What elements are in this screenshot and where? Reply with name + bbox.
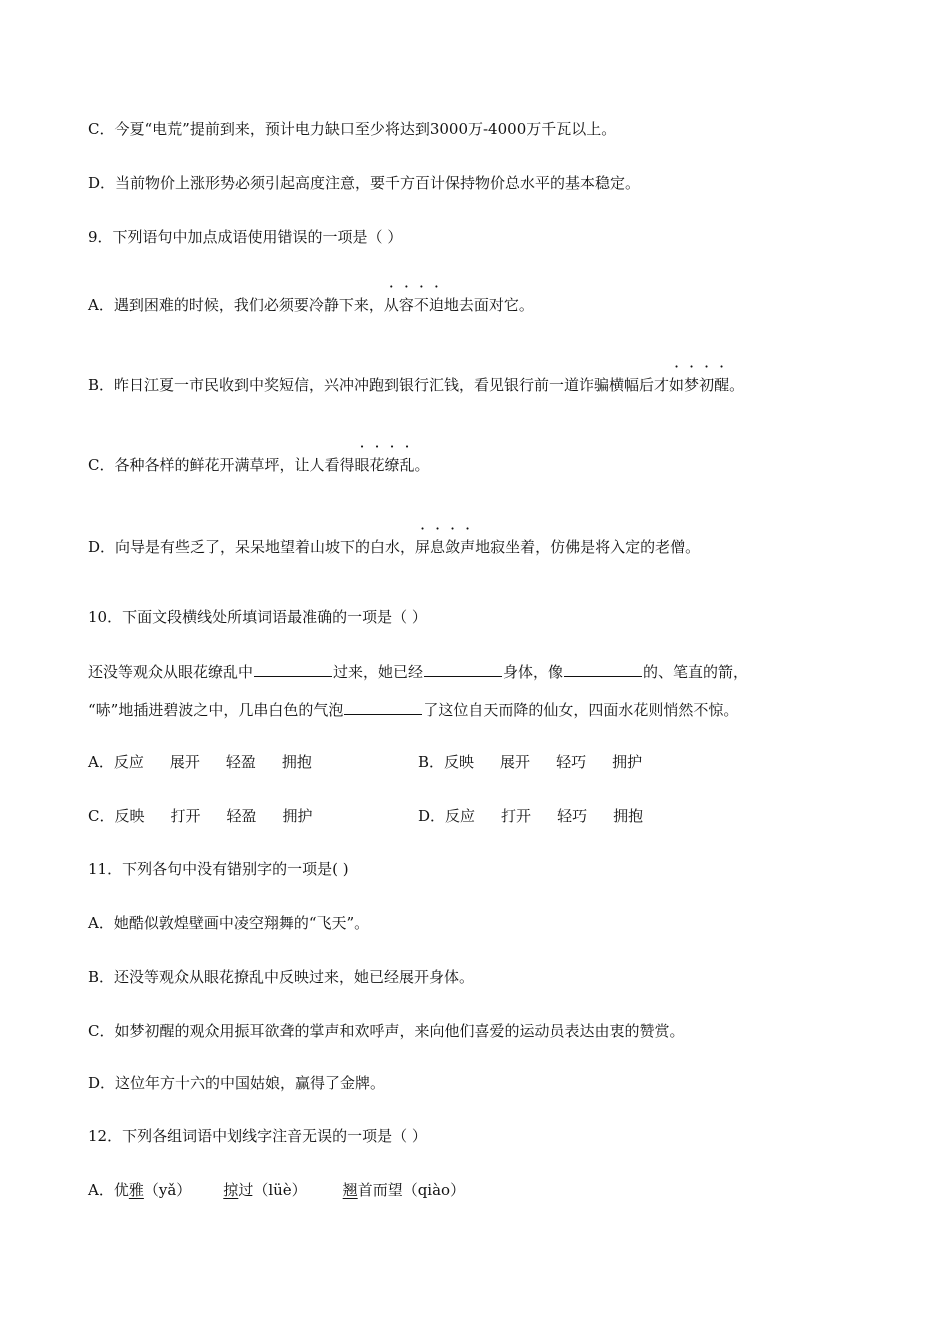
option-word: 打开	[170, 807, 201, 825]
dotted-idiom	[384, 296, 444, 314]
idiom-char: 醒	[714, 376, 730, 394]
q8-option-d: D．当前物价上涨形势必须引起高度注意，要千方百计保持物价总水平的基本稳定。	[88, 174, 641, 192]
idiom-char: 缭	[384, 456, 400, 474]
option-word: 轻巧	[556, 753, 587, 771]
option-word: 拥抱	[281, 753, 312, 771]
idiom-char: 息	[430, 538, 446, 556]
passage-text: 身体，像	[503, 663, 564, 681]
option-label: C．	[88, 807, 115, 825]
option-word: 轻巧	[557, 807, 588, 825]
idiom-char: 花	[369, 456, 385, 474]
idiom-char: 乱	[399, 456, 415, 474]
option-text: 。	[414, 456, 430, 474]
pinyin: （lüè）	[253, 1181, 307, 1199]
dotted-idiom	[669, 376, 729, 394]
q11-option-d: D．这位年方十六的中国姑娘，赢得了金牌。	[88, 1074, 386, 1092]
option-word: 拥抱	[613, 807, 644, 825]
idiom-char: 从	[383, 296, 399, 314]
q10-passage-line-1	[88, 660, 748, 683]
idiom-char: 如	[669, 376, 685, 394]
idiom-char: 梦	[684, 376, 700, 394]
q10-option-b	[418, 751, 668, 773]
option-text: B．昨日江夏一市民收到中奖短信，兴冲冲跑到银行汇钱，看见银行前一道诈骗横幅后才	[88, 376, 670, 394]
option-word: 轻盈	[225, 753, 256, 771]
option-word: 反应	[113, 753, 144, 771]
fill-blank	[254, 660, 332, 677]
q9-option-d	[88, 536, 700, 558]
underlined-char: 翘	[342, 1181, 358, 1199]
underlined-char: 掠	[223, 1181, 239, 1199]
option-word: 展开	[500, 753, 531, 771]
option-label: A．	[88, 753, 114, 771]
underlined-char: 雅	[128, 1181, 144, 1199]
q9-option-a	[88, 294, 534, 316]
dotted-idiom	[354, 456, 414, 474]
idiom-char: 不	[413, 296, 429, 314]
q10-option-c	[88, 805, 339, 827]
option-text: 地去面对它。	[443, 296, 534, 314]
q10-passage-line-2	[88, 698, 738, 721]
option-text: D．向导是有些乏了，呆呆地望着山坡下的白水，	[88, 538, 416, 556]
option-word: 反映	[444, 753, 475, 771]
option-label: D．	[418, 807, 446, 825]
idiom-char: 初	[699, 376, 715, 394]
option-word: 拥护	[282, 807, 313, 825]
option-label: A．	[88, 1181, 114, 1199]
q10-stem: 10．下面文段横线处所填词语最准确的一项是（ ）	[88, 608, 427, 626]
idiom-char: 迫	[428, 296, 444, 314]
fill-blank	[564, 660, 642, 677]
fill-blank	[424, 660, 502, 677]
option-word: 拥护	[612, 753, 643, 771]
q11-option-c: C．如梦初醒的观众用振耳欲聋的掌声和欢呼声，来向他们喜爱的运动员表达由衷的赞赏。	[88, 1022, 685, 1040]
passage-text: 还没等观众从眼花缭乱中	[88, 663, 254, 681]
q11-option-b: B．还没等观众从眼花撩乱中反映过来，她已经展开身体。	[88, 968, 475, 986]
option-text: 。	[729, 376, 745, 394]
idiom-char: 敛	[445, 538, 461, 556]
q12-stem: 12．下列各组词语中划线字注音无误的一项是（ ）	[88, 1127, 427, 1145]
option-label: B．	[418, 753, 445, 771]
q11-stem: 11．下列各句中没有错别字的一项是( )	[88, 860, 349, 878]
passage-text: 了这位自天而降的仙女，四面水花则悄然不惊。	[423, 701, 739, 719]
option-text: 地寂坐着，仿佛是将入定的老僧。	[475, 538, 701, 556]
option-word: 展开	[169, 753, 200, 771]
passage-text: 的、笔直的箭，	[643, 663, 749, 681]
word-char: 优	[113, 1181, 129, 1199]
fill-blank	[344, 698, 422, 715]
idiom-char: 眼	[354, 456, 370, 474]
idiom-char: 容	[398, 296, 414, 314]
q10-option-d	[418, 805, 669, 827]
word-char: 首而望	[357, 1181, 403, 1199]
option-text: C．各种各样的鲜花开满草坪，让人看得	[88, 456, 355, 474]
idiom-char: 声	[460, 538, 476, 556]
passage-text: “哧”地插进碧波之中，几串白色的气泡	[88, 701, 344, 719]
q11-option-a: A．她酷似敦煌壁画中凌空翔舞的“飞天”。	[88, 914, 370, 932]
q8-option-c: C．今夏“电荒”提前到来，预计电力缺口至少将达到3000万-4000万千瓦以上。	[88, 120, 617, 138]
q12-option-a	[88, 1179, 465, 1201]
q9-option-b	[88, 374, 744, 396]
dotted-idiom	[415, 538, 475, 556]
option-text: A．遇到困难的时候，我们必须要冷静下来，	[88, 296, 384, 314]
word-char: 过	[238, 1181, 254, 1199]
idiom-char: 屏	[415, 538, 431, 556]
option-word: 打开	[501, 807, 532, 825]
option-word: 反映	[114, 807, 145, 825]
passage-text: 过来，她已经	[333, 663, 424, 681]
q9-stem: 9．下列语句中加点成语使用错误的一项是（ ）	[88, 228, 403, 246]
q9-option-c	[88, 454, 430, 476]
option-word: 轻盈	[226, 807, 257, 825]
q10-option-a	[88, 751, 338, 773]
pinyin: （yǎ）	[143, 1181, 192, 1199]
option-word: 反应	[445, 807, 476, 825]
pinyin: （qiào）	[402, 1181, 466, 1199]
